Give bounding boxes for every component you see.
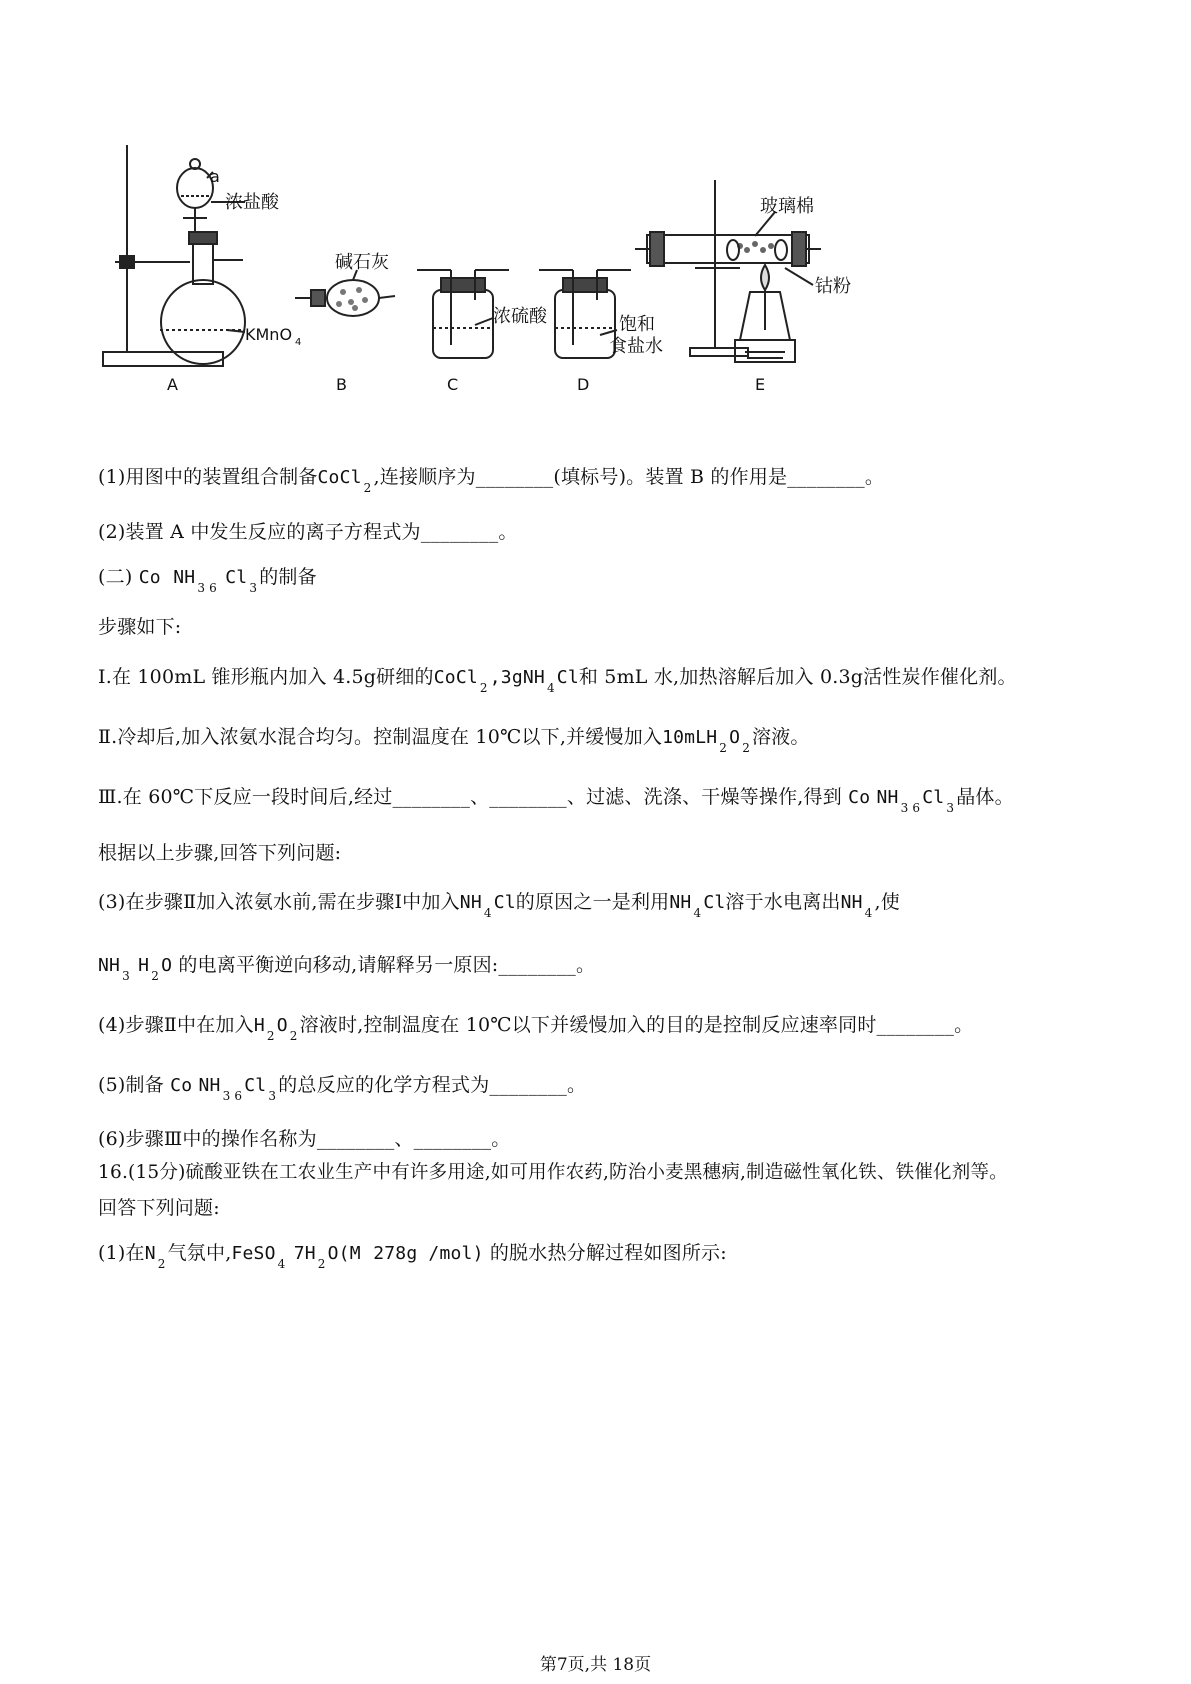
answer-prompt: 根据以上步骤,回答下列问题: xyxy=(98,842,342,864)
wash-bottle-d xyxy=(555,290,615,358)
question-5-line: (5)制备 Co NH 3 6 Cl 3 的总反应的化学方程式为________。 xyxy=(98,1074,587,1103)
label-soda-lime: 碱石灰 xyxy=(335,252,389,273)
apparatus-label-a: A xyxy=(167,375,178,394)
apparatus-label-b: B xyxy=(336,375,347,394)
apparatus-label-e: E xyxy=(755,375,766,394)
question-16-1-line: (1)在N 2 气氛中,FeSO 4 7H 2 O(M 278g /mol) 的脱水热分解过程如图所示: xyxy=(98,1242,727,1271)
page-footer: 第7页,共 18页 xyxy=(539,1655,652,1675)
section-2-heading: (二) Co NH 3 6 Cl 3 的制备 xyxy=(98,566,317,595)
question-1-line: (1)用图中的装置组合制备CoCl 2 ,连接顺序为________(填标号)。装置 B 的作用是________。 xyxy=(98,466,885,495)
question-4-line: (4)步骤Ⅱ中在加入H 2 O 2 溶液时,控制温度在 10℃以下并缓慢加入的目的是控制反应速率同时________。 xyxy=(98,1014,974,1043)
label-kmno4: KMnO xyxy=(245,325,293,344)
separatory-funnel xyxy=(177,168,213,208)
wash-bottle-c xyxy=(433,290,493,358)
question-3-line-1: (3)在步骤Ⅱ加入浓氨水前,需在步骤Ⅰ中加入NH 4 Cl的原因之一是利用NH 4 Cl溶于水电离出NH 4 ,使 xyxy=(98,891,900,920)
question-2-line: (2)装置 A 中发生反应的离子方程式为________。 xyxy=(98,521,518,543)
label-kmno4-sub: 4 xyxy=(295,337,302,348)
apparatus-figure xyxy=(95,140,1055,430)
steps-heading: 步骤如下: xyxy=(98,616,182,638)
label-cobalt-powder: 钴粉 xyxy=(815,276,851,297)
drying-tube-b xyxy=(327,280,379,316)
label-a: a xyxy=(210,167,220,186)
step-1-line: Ⅰ.在 100mL 锥形瓶内加入 4.5g研细的CoCl 2 ,3gNH 4 Cl和 5mL 水,加热溶解后加入 0.3g活性炭作催化剂。 xyxy=(98,666,1017,695)
question-16-intro: 16.(15分)硫酸亚铁在工农业生产中有许多用途,如可用作农药,防治小麦黑穗病,制造磁性氧化铁、铁催化剂等。 xyxy=(98,1162,1008,1183)
question-16-prompt: 回答下列问题: xyxy=(98,1197,220,1219)
apparatus-label-d: D xyxy=(577,375,590,394)
step-3-line: Ⅲ.在 60℃下反应一段时间后,经过________、________、过滤、洗涤、干燥等操作,得到 Co NH 3 6 Cl 3 晶体。 xyxy=(98,786,1014,815)
stand-base-e xyxy=(690,348,748,356)
apparatus-label-c: C xyxy=(447,375,459,394)
label-saturated-2: 食盐水 xyxy=(609,336,663,357)
label-saturated-1: 饱和 xyxy=(619,314,655,335)
label-conc-h2so4: 浓硫酸 xyxy=(493,306,547,327)
label-glass-wool: 玻璃棉 xyxy=(760,196,814,217)
question-3-line-2: NH 3 H 2 O 的电离平衡逆向移动,请解释另一原因:________。 xyxy=(98,954,596,983)
question-6-line: (6)步骤Ⅲ中的操作名称为________、________。 xyxy=(98,1128,511,1150)
step-2-line: Ⅱ.冷却后,加入浓氨水混合均匀。控制温度在 10℃以下,并缓慢加入10mLH 2 O 2 溶液。 xyxy=(98,726,810,755)
label-conc-hcl: 浓盐酸 xyxy=(225,192,279,213)
